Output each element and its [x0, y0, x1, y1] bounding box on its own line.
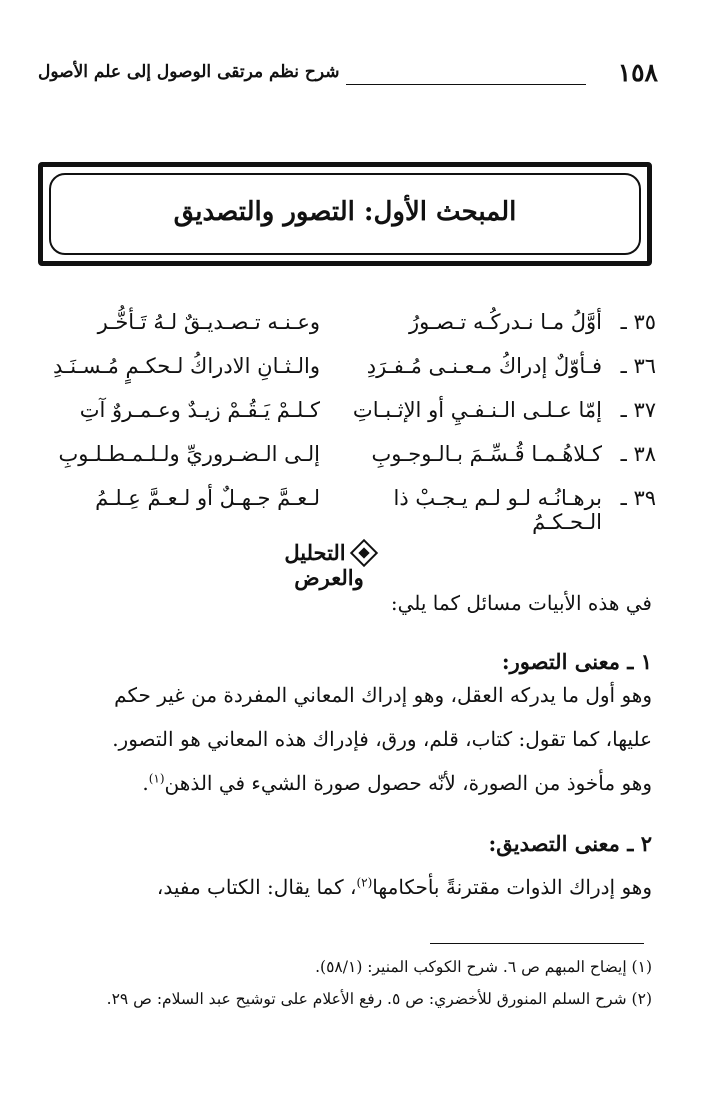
point1-line3 — [40, 770, 652, 796]
running-header — [38, 58, 658, 92]
verse-number: ٣٩ ـ — [620, 486, 656, 510]
point2-line1-text-a: وهو إدراك الذوات مقترنةً بأحكامها — [372, 875, 652, 899]
point2-line1-text-b: ، كما يقال: الكتاب مفيد، — [156, 875, 357, 899]
verse-row — [30, 350, 656, 394]
verse-row — [30, 438, 656, 482]
point2-line1 — [40, 874, 652, 900]
header-rule — [346, 84, 586, 85]
verse-row — [30, 394, 656, 438]
verse-row — [30, 482, 656, 534]
point1-line3-text: وهو مأخوذ من الصورة، لأنّه حصول صورة الشيء في الذهن — [164, 771, 652, 795]
chapter-title-frame — [38, 162, 652, 266]
chapter-title: المبحث الأول: التصور والتصديق — [173, 197, 517, 227]
verse-first-hemistich: كـلاهُـمـا قُـسِّـمَ بـالـوجـوبِ — [371, 442, 602, 466]
verses-block — [30, 306, 656, 534]
footnote-ref-1: (١) — [148, 771, 165, 786]
verse-number: ٣٧ ـ — [620, 398, 656, 422]
section-heading — [250, 540, 408, 590]
verse-first-hemistich: فـأوّلٌ إدراكُ مـعـنـى مُـفـرَدِ — [366, 354, 602, 378]
intro-paragraph: في هذه الأبيات مسائل كما يلي: — [390, 591, 652, 615]
verse-first-hemistich: برهـانُـه لـو لـم يـجـبْ ذا الـحـكـمُ — [393, 486, 602, 534]
footnote-ref-2: (٢) — [356, 875, 373, 890]
verse-number: ٣٥ ـ — [620, 310, 656, 334]
point1-line2: عليها، كما تقول: كتاب، قلم، ورق، فإدراك هذه المعاني هو التصور. — [112, 727, 652, 751]
verse-first-hemistich: أوَّلُ مـا نـدركُـه تـصـورُ — [409, 310, 602, 334]
point1-line3-end: . — [142, 771, 149, 795]
verse-second-hemistich: لـعـمَّ جـهـلٌ أو لـعـمَّ عِـلـمُ — [95, 486, 320, 510]
section-heading-text: التحليل والعرض — [284, 540, 364, 590]
page-number: ١٥٨ — [617, 58, 658, 87]
book-title: شرح نظم مرتقى الوصول إلى علم الأصول — [38, 62, 340, 82]
verse-row — [30, 306, 656, 350]
verse-second-hemistich: إلـى الـضـروريِّ ولـلـمـطـلـوبِ — [58, 442, 320, 466]
verse-second-hemistich: كـلـمْ يَـقُـمْ زيـدٌ وعـمـروٌ آتِ — [79, 398, 320, 422]
ornament-icon — [350, 539, 378, 567]
verse-second-hemistich: وعـنـه تـصـديـقٌ لـهُ تَـأخُّـر — [97, 310, 320, 334]
verse-number: ٣٨ ـ — [620, 442, 656, 466]
point1-line1: وهو أول ما يدركه العقل، وهو إدراك المعاني المفردة من غير حكم — [114, 683, 652, 707]
footnote-separator — [430, 943, 644, 944]
verse-second-hemistich: والـثـانِ الادراكُ لـحكـمٍ مُـسـنَـدِ — [53, 354, 320, 378]
footnote-2: (٢) شرح السلم المنورق للأخضري: ص ٥. رفع الأعلام على توشيح عبد السلام: ص ٢٩. — [106, 990, 652, 1008]
point2-heading: ٢ ـ معنى التصديق: — [488, 831, 652, 856]
footnote-1: (١) إيضاح المبهم ص ٦. شرح الكوكب المنير: (٥٨/١). — [315, 958, 652, 976]
verse-number: ٣٦ ـ — [620, 354, 656, 378]
verse-first-hemistich: إمّا عـلـى الـنـفـيِ أو الإثـبـاتِ — [352, 398, 602, 422]
point1-heading: ١ ـ معنى التصور: — [501, 649, 652, 674]
